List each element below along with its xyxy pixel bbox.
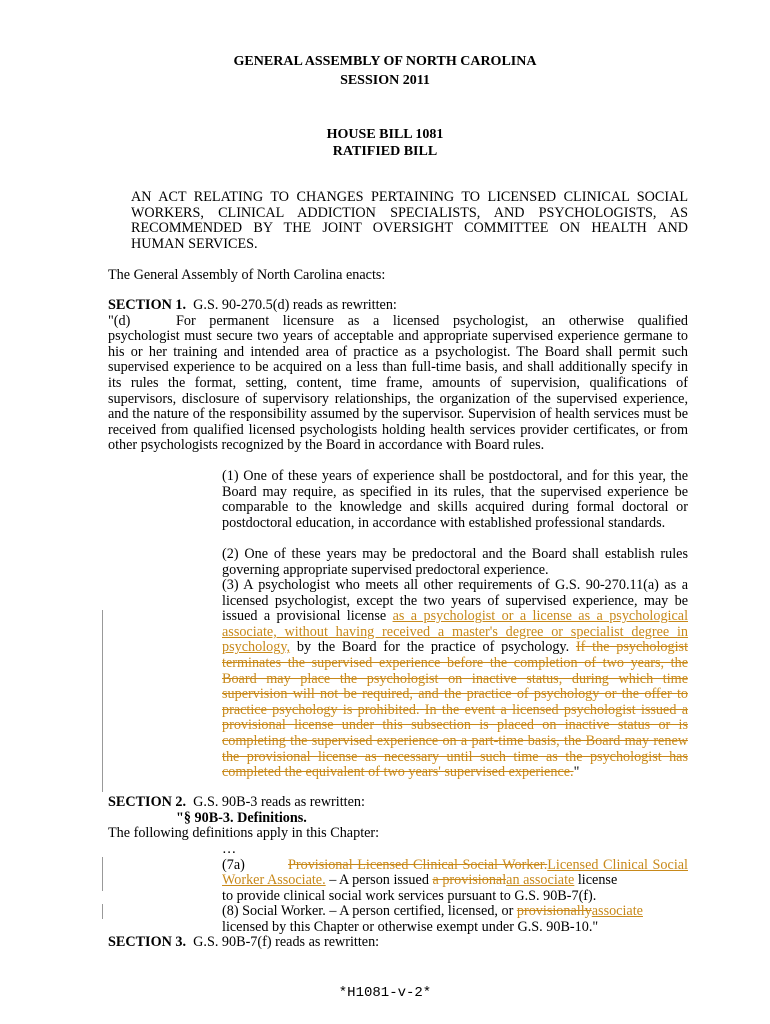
section-2 [108, 795, 688, 842]
section-reference: G.S. 90B-3 reads as rewritten: [193, 794, 365, 810]
inserted-text: an associate [506, 872, 575, 889]
change-bar [102, 610, 103, 792]
act-title [131, 190, 688, 252]
subsection-d-text: psychologist must secure two years of acceptable and appropriate supervised experience germane to his or her training and intended area of practice as a psychologist. The Board shall permit such supervised experience to be acquired on a less than full-time basis, and shall additionally specify in its rules the format, setting, content, time frame, amounts of supervision, qualifications of supervisors, disclosure of supervisory relationships, the organization of the supervised experience, and the nature of the responsibility assumed by the supervisor. Supervision of health services must be received from qualified licensed psychologists holding health services provider certificates, or from other psychologists recognized by the Board in accordance with Board rules. [108, 328, 688, 454]
change-bar [102, 857, 103, 891]
session: SESSION 2011 [340, 73, 430, 88]
item-1: (1) One of these years of experience shall be postdoctoral, and for this year, the Board may require, as specified in its rules, that the supervised experience be comparable to the knowledge and skills acquired during formal doctoral or postdoctoral education, in accordance with established professional standards. [222, 468, 688, 531]
deleted-text: If the psychologist terminates the supervised experience before the completion of two years, the Board may place the psychologist on inactive status, during which time supervision will not be required, and the practice of psychology or the offer to practice psychology is prohibited. In the event a licensed psychologist issued a provisional license under this subsection is placed on inactive status or is completing the supervised experience on a part-time basis, the Board may renew the provisional license as necessary until such time as the psychologist has completed the equivalent of two years' supervised experience. [222, 639, 689, 781]
enacting-clause: The General Assembly of North Carolina enacts: [108, 267, 386, 283]
act-title-line: AN ACT RELATING TO CHANGES PERTAINING TO LICENSED CLINICAL SOCIAL [131, 189, 688, 205]
definition-8: (8) Social Worker. – A person certified, licensed, or provisionallyassociate licensed by this Chapter or otherwise exempt under G.S. 90B-10." [222, 903, 643, 935]
act-title-line: RECOMMENDED BY THE JOINT OVERSIGHT COMMITTEE ON HEALTH AND [131, 220, 688, 237]
item-2: (2) One of these years may be predoctoral and the Board shall establish rules governing appropriate supervised predoctoral experience. [222, 546, 688, 578]
act-title-line: WORKERS, CLINICAL ADDICTION SPECIALISTS, AND PSYCHOLOGISTS, AS [131, 204, 688, 221]
inserted-text: as a psychologist or a license as a psychological associate, without having received a master's degree or specialist degree in psychology, [222, 608, 689, 656]
deleted-text: provisionally [516, 903, 592, 920]
section-label: SECTION 3. [108, 934, 187, 950]
section-3 [108, 935, 688, 951]
subsection-d-first-line: "(d) For permanent licensure as a licensed psychologist, an otherwise qualified [108, 312, 688, 329]
deleted-text: a provisional [432, 872, 507, 889]
deleted-text: Provisional Licensed Clinical Social Worker. [288, 856, 548, 873]
definitions-intro: The following definitions apply in this Chapter: [108, 825, 380, 842]
assembly-name: GENERAL ASSEMBLY OF NORTH CAROLINA [233, 54, 537, 69]
section-label: SECTION 2. [108, 794, 187, 810]
subsection-label: "(d) [108, 312, 131, 329]
definition-7a: (7a) Provisional Licensed Clinical Social Worker.Licensed Clinical Social Worker Associate. – A person issued a provisionalan associate license to provide clinical social work services pursuant to G.S. 90B-7(f). [222, 856, 688, 904]
inserted-text: associate [591, 903, 643, 920]
definitions-list [222, 842, 688, 936]
section-reference: G.S. 90B-7(f) reads as rewritten: [193, 934, 380, 950]
ellipsis: … [222, 841, 237, 857]
item-3: (3) A psychologist who meets all other requirements of G.S. 90-270.11(a) as a licensed psychologist, except the two years of supervised experience, may be issued a provisional license as a psychologist or a license as a psychological associate, without having received a master's degree or specialist degree in psychology, by the Board for the practice of psychology. If the psychologist terminates the supervised experience before the completion of two years, the Board may place the psychologist on inactive status, during which time supervision will not be required, and the practice of psychology or the offer to practice psychology is prohibited. In the event a licensed psychologist issued a provisional license under this subsection is placed on inactive status or is completing the supervised experience on a part-time basis, the Board may renew the provisional license as necessary until such time as the psychologist has completed the equivalent of two years' supervised experience." [222, 577, 689, 781]
change-bar [102, 904, 103, 919]
document-footer-id: *H1081-v-2* [338, 985, 432, 1001]
bill-number: HOUSE BILL 1081 [326, 127, 444, 142]
bill-status: RATIFIED BILL [332, 144, 438, 159]
section-reference: G.S. 90-270.5(d) reads as rewritten: [193, 297, 397, 313]
inserted-text: Licensed Clinical Social Worker Associate. [222, 856, 688, 889]
statute-heading: "§ 90B-3. Definitions. [176, 809, 307, 826]
act-title-line: HUMAN SERVICES. [131, 235, 258, 252]
section-1 [108, 298, 688, 454]
section-label: SECTION 1. [108, 297, 187, 313]
